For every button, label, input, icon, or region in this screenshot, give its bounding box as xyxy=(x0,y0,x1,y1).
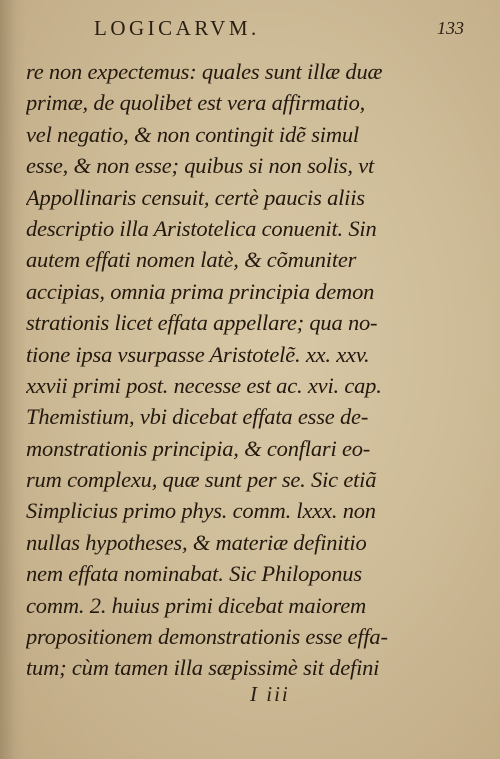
running-title: LOGICARVM. xyxy=(94,16,260,40)
text-line: strationis licet effata appellare; qua no- xyxy=(26,310,378,336)
page-number: 133 xyxy=(437,18,464,38)
text-line: Themistium, vbi dicebat effata esse de- xyxy=(26,404,369,430)
text-line: vel negatio, & non contingit idẽ simul xyxy=(26,121,359,147)
running-head xyxy=(30,12,470,42)
text-line: propositionem demonstrationis esse effa- xyxy=(26,624,388,650)
text-line: primæ, de quolibet est vera affirmatio, xyxy=(26,90,366,116)
signature-mark: I iii xyxy=(250,682,290,706)
gutter-shadow xyxy=(0,0,26,759)
text-line: xxvii primi post. necesse est ac. xvi. cap. xyxy=(26,372,382,398)
text-line: tum; cùm tamen illa sæpissimè sit defini xyxy=(26,655,380,681)
text-line: nem effata nominabat. Sic Philoponus xyxy=(26,561,362,587)
text-line: esse, & non esse; quibus si non solis, vt xyxy=(26,153,375,179)
text-line: tione ipsa vsurpasse Aristotelẽ. xx. xxv. xyxy=(26,341,370,367)
text-line: Simplicius primo phys. comm. lxxx. non xyxy=(26,498,376,524)
text-line: monstrationis principia, & conflari eo- xyxy=(26,435,371,461)
text-line: re non expectemus: quales sunt illæ duæ xyxy=(26,59,383,84)
text-line: Appollinaris censuit, certè paucis aliis xyxy=(26,184,365,210)
text-line: nullas hypotheses, & materiæ definitio xyxy=(26,529,367,555)
text-line: comm. 2. huius primi dicebat maiorem xyxy=(26,592,367,618)
text-line: descriptio illa Aristotelica conuenit. Sin xyxy=(26,215,377,241)
text-line: autem effati nomen latè, & cõmuniter xyxy=(26,247,357,273)
text-line: rum complexu, quæ sunt per se. Sic etiã xyxy=(26,467,377,493)
text-line: accipias, omnia prima principia demon xyxy=(26,278,375,304)
body-text xyxy=(26,56,466,684)
